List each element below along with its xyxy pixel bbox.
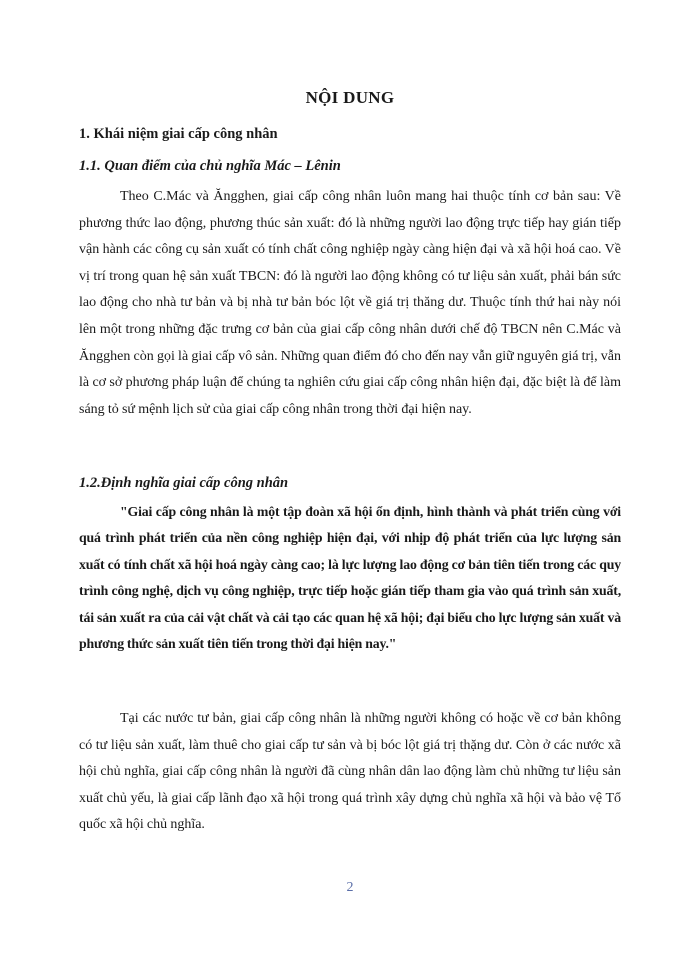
subsection-heading-1-1: 1.1. Quan điểm của chủ nghĩa Mác – Lênin xyxy=(79,158,341,174)
page-number: 2 xyxy=(346,880,354,895)
page-title: NỘI DUNG xyxy=(305,88,395,107)
subsection-heading-1-2: 1.2.Định nghĩa giai cấp công nhân xyxy=(79,475,289,491)
definition-quote: "Giai cấp công nhân là một tập đoàn xã hội ổn định, hình thành và phát triển cùng với quá trình phát triển của nền công nghiệp hiện đại, với nhịp độ phát triển của lực lượng sản xuất có tính chất xã hội hoá ngày càng cao; là lực lượng lao động cơ bản tiên tiến trong các quy trình công nghệ, dịch vụ công nghiệp, trực tiếp hoặc gián tiếp tham gia vào quá trình sản xuất, tái sản xuất ra của cải vật chất và cải tạo các quan hệ xã hội; đại biểu cho lực lượng sản xuất và phương thức sản xuất tiên tiến trong thời đại hiện nay." xyxy=(79,504,621,652)
body-paragraph-2: Tại các nước tư bản, giai cấp công nhân là những người không có hoặc về cơ bản không có tư liệu sản xuất, làm thuê cho giai cấp tư sản và bị bóc lột giá trị thặng dư. Còn ở các nước xã hội chủ nghĩa, giai cấp công nhân là người đã cùng nhân dân lao động làm chủ những tư liệu sản xuất chủ yếu, là giai cấp lãnh đạo xã hội trong quá trình xây dựng chủ nghĩa xã hội và bảo vệ Tổ quốc xã hội chủ nghĩa. xyxy=(79,711,621,833)
body-paragraph-1: Theo C.Mác và Ăngghen, giai cấp công nhân luôn mang hai thuộc tính cơ bản sau: Về phương thức lao động, phương thúc sản xuất: đó là những người lao động trực tiếp hay gián tiếp vận hành các công cụ sản xuất có tính chất công nghiệp ngày càng hiện đại và xã hội hoá cao. Về vị trí trong quan hệ sản xuất TBCN: đó là người lao động không có tư liệu sản xuất, phải bán sức lao động cho nhà tư bản và bị nhà tư bản bóc lột về giá trị thăng dư. Thuộc tính thứ hai này nói lên một trong những đặc trưng cơ bản của giai cấp công nhân dưới chế độ TBCN nên C.Mác và Ăngghen còn gọi là giai cấp vô sản. Những quan điểm đó cho đến nay vẫn giữ nguyên giá trị, vẫn là cơ sở phương pháp luận để chúng ta nghiên cứu giai cấp công nhân hiện đại, đặc biệt là để làm sáng tỏ sứ mệnh lịch sử của giai cấp công nhân trong thời đại hiện nay. xyxy=(79,189,621,417)
section-heading-1: 1. Khái niệm giai cấp công nhân xyxy=(79,126,278,142)
